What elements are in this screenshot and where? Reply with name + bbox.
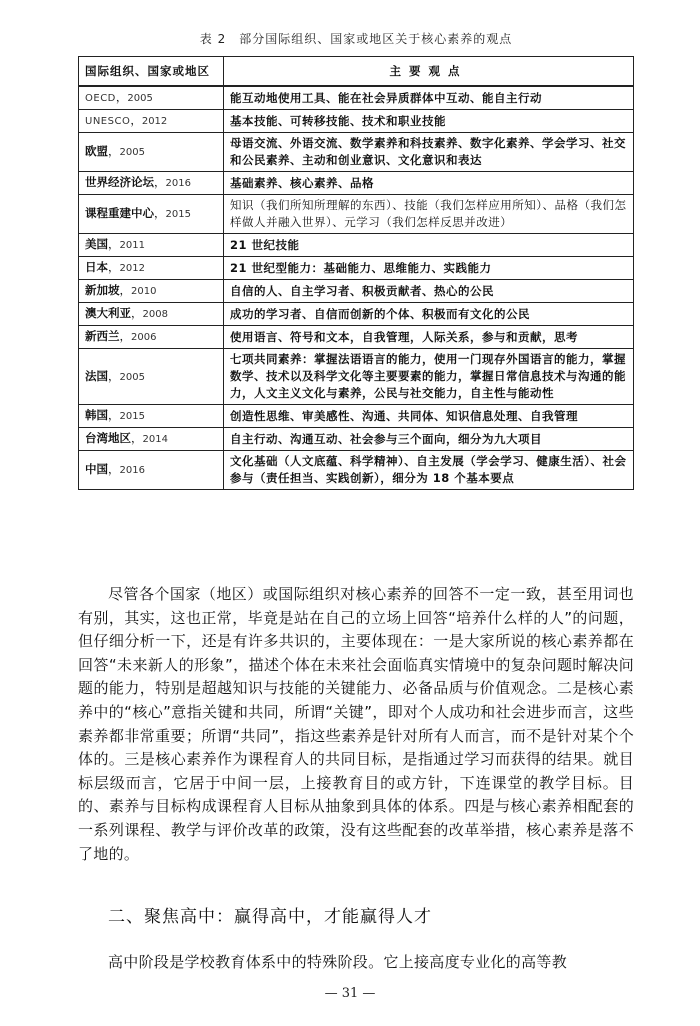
table-header-row xyxy=(79,57,634,87)
view-cell: 21 世纪型能力：基础能力、思维能力、实践能力 xyxy=(224,257,634,280)
table-row xyxy=(79,133,634,172)
org-cell: 法国，2005 xyxy=(79,349,224,405)
org-cell: 欧盟，2005 xyxy=(79,133,224,172)
table-row xyxy=(79,110,634,133)
view-cell: 使用语言、符号和文本，自我管理，人际关系，参与和贡献，思考 xyxy=(224,326,634,349)
table-row xyxy=(79,86,634,110)
org-cell: 中国，2016 xyxy=(79,451,224,490)
table-row xyxy=(79,405,634,428)
org-cell: 课程重建中心，2015 xyxy=(79,195,224,234)
table-row xyxy=(79,303,634,326)
table-row xyxy=(79,257,634,280)
table-row xyxy=(79,451,634,490)
org-cell: 澳大利亚，2008 xyxy=(79,303,224,326)
body-paragraph: 尽管各个国家（地区）或国际组织对核心素养的回答不一定一致，甚至用词也有别，其实，这也正常，毕竟是站在自己的立场上回答“培养什么样的人”的问题，但仔细分析一下，还是有许多共识的，主要体现在：一是大家所说的核心素养都在回答“未来新人的形象”，描述个体在未来社会面临真实情境中的复杂问题时解决问题的能力，特别是超越知识与技能的关键能力、必备品质与价值观念。二是核心素养中的“核心”意指关键和共同，所谓“关键”，即对个人成功和社会进步而言，这些素养都非常重要；所谓“共同”，指这些素养是针对所有人而言，而不是针对某个个体的。三是核心素养作为课程育人的共同目标，是指通过学习而获得的结果。就目标层级而言，它居于中间一层，上接教育目的或方针，下连课堂的教学目标。目的、素养与目标构成课程育人目标从抽象到具体的体系。四是与核心素养相配套的一系列课程、教学与评价改革的政策，没有这些配套的改革举措，核心素养是落不了地的。 xyxy=(78,585,634,863)
view-cell: 母语交流、外语交流、数学素养和科技素养、数字化素养、学会学习、社交和公民素养、主动和创业意识、文化意识和表达 xyxy=(224,133,634,172)
table-row xyxy=(79,195,634,234)
table-row xyxy=(79,349,634,405)
table-row xyxy=(79,326,634,349)
view-cell: 基础素养、核心素养、品格 xyxy=(224,172,634,195)
view-cell: 成功的学习者、自信而创新的个体、积极而有文化的公民 xyxy=(224,303,634,326)
view-cell: 21 世纪技能 xyxy=(224,234,634,257)
table-row xyxy=(79,280,634,303)
view-cell: 基本技能、可转移技能、技术和职业技能 xyxy=(224,110,634,133)
org-cell: 新加坡，2010 xyxy=(79,280,224,303)
org-cell: OECD，2005 xyxy=(79,86,224,110)
body-paragraph-continued: 高中阶段是学校教育体系中的特殊阶段。它上接高度专业化的高等教 xyxy=(108,953,568,971)
org-cell: 日本，2012 xyxy=(79,257,224,280)
view-cell: 知识（我们所知所理解的东西）、技能（我们怎样应用所知）、品格（我们怎样做人并融入世界）、元学习（我们怎样反思并改进） xyxy=(224,195,634,234)
table-row xyxy=(79,234,634,257)
org-cell: 世界经济论坛，2016 xyxy=(79,172,224,195)
view-cell: 七项共同素养：掌握法语语言的能力，使用一门现存外国语言的能力，掌握数学、技术以及科学文化等主要要素的能力，掌握日常信息技术与沟通的能力，人文主义文化与素养，公民与社交能力，自主性与能动性 xyxy=(224,349,634,405)
table-caption: 表 2 部分国际组织、国家或地区关于核心素养的观点 xyxy=(199,32,513,46)
view-cell: 自信的人、自主学习者、积极贡献者、热心的公民 xyxy=(224,280,634,303)
page-number: — 31 — xyxy=(324,986,376,1001)
org-cell: 台湾地区，2014 xyxy=(79,428,224,451)
view-cell: 文化基础（人文底蕴、科学精神）、自主发展（学会学习、健康生活）、社会参与（责任担当、实践创新），细分为 18 个基本要点 xyxy=(224,451,634,490)
table-row xyxy=(79,428,634,451)
view-cell: 创造性思维、审美感性、沟通、共同体、知识信息处理、自我管理 xyxy=(224,405,634,428)
core-literacy-table xyxy=(78,56,634,490)
view-cell: 能互动地使用工具、能在社会异质群体中互动、能自主行动 xyxy=(224,86,634,110)
view-cell: 自主行动、沟通互动、社会参与三个面向，细分为九大项目 xyxy=(224,428,634,451)
table-row xyxy=(79,172,634,195)
header-organization: 国际组织、国家或地区 xyxy=(79,57,224,87)
org-cell: 新西兰，2006 xyxy=(79,326,224,349)
org-cell: 美国，2011 xyxy=(79,234,224,257)
header-main-views: 主要观点 xyxy=(224,57,634,87)
org-cell: UNESCO，2012 xyxy=(79,110,224,133)
org-cell: 韩国，2015 xyxy=(79,405,224,428)
section-heading: 二、聚焦高中：赢得高中，才能赢得人才 xyxy=(108,907,432,927)
